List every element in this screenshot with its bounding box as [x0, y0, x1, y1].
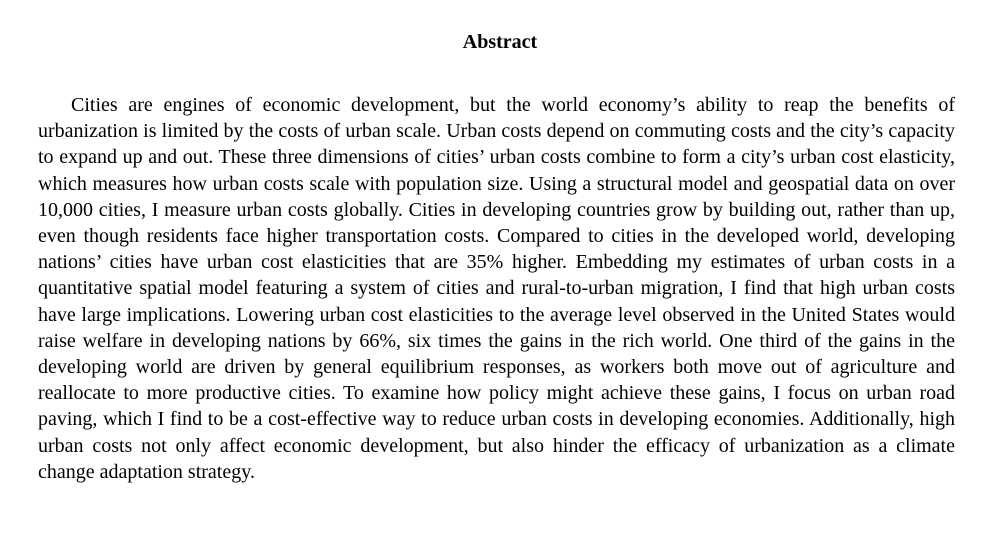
abstract-paragraph: Cities are engines of economic development, but the world economy’s ability to reap the benefits of urbanization is limited by the costs of urban scale. Urban costs depend on commuting costs and the city’s capacity to expand up and out. These three dimensions of cities’ urban costs combine to form a city’s urban cost elasticity, which measures how urban costs scale with population size. Using a structural model and geospatial data on over 10,000 cities, I measure urban costs globally. Cities in developing countries grow by building out, rather than up, even though residents face higher transportation costs. Compared to cities in the developed world, developing nations’ cities have urban cost elasticities that are 35% higher. Embedding my estimates of urban costs in a quantitative spatial model featuring a system of cities and rural-to-urban migration, I find that high urban costs have large implications. Lowering urban cost elasticities to the average level observed in the United States would raise welfare in developing nations by 66%, six times the gains in the rich world. One third of the gains in the developing world are driven by general equilibrium responses, as workers both move out of agriculture and reallocate to more productive cities. To examine how policy might achieve these gains, I focus on urban road paving, which I find to be a cost-effective way to reduce urban costs in developing economies. Additionally, high urban costs not only affect economic development, but also hinder the efficacy of urbanization as a climate change adaptation strategy. [38, 94, 955, 483]
abstract-heading: Abstract [462, 31, 538, 53]
